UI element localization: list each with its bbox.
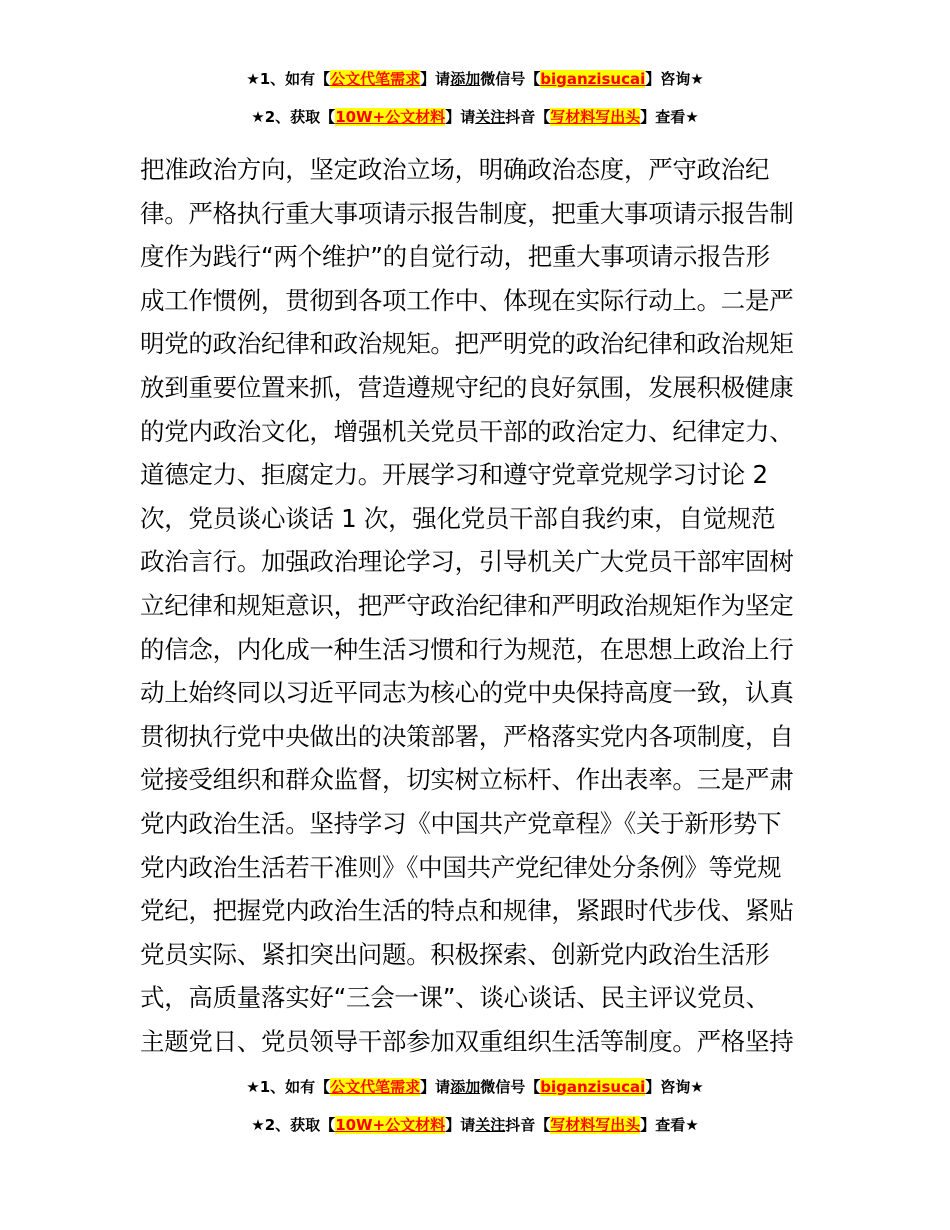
body-line: 动上始终同以习近平同志为核心的党中央保持高度一致，认真: [140, 678, 794, 708]
document-body: [140, 148, 812, 1063]
body-line: 放到重要位置来抓，营造遵规守纪的良好氛围，发展积极健康: [140, 372, 794, 402]
body-line: 律。严格执行重大事项请示报告制度，把重大事项请示报告制: [140, 198, 794, 228]
header-ad-line-1: [0, 68, 950, 90]
ad-underlined-text: 关注: [475, 1116, 506, 1134]
ad-prefix: ★2、获取【: [251, 1116, 336, 1134]
ad-prefix: ★2、获取【: [251, 108, 336, 126]
ad-highlight-douyin-account: 写材料写出头: [550, 1116, 641, 1134]
ad-text: 】请: [420, 70, 451, 88]
body-line: 成工作惯例，贯彻到各项工作中、体现在实际行动上。二是严: [140, 285, 794, 315]
ad-highlight-douyin-account: 写材料写出头: [550, 108, 641, 126]
body-line: 政治言行。加强政治理论学习，引导机关广大党员干部牢固树: [140, 547, 794, 577]
ad-highlight-materials: 10W+公文材料: [335, 108, 446, 126]
ad-underlined-text: 添加: [450, 70, 481, 88]
header-ad-line-2: [0, 106, 950, 128]
footer-ad-line-1: [0, 1076, 950, 1098]
ad-text: 】请: [445, 1116, 476, 1134]
body-line: 党纪，把握党内政治生活的特点和规律，紧跟时代步伐、紧贴: [140, 896, 794, 926]
ad-text: 抖音【: [505, 108, 551, 126]
ad-prefix: ★1、如有【: [246, 70, 331, 88]
body-line: 把准政治方向，坚定政治立场，明确政治态度，严守政治纪: [140, 155, 770, 184]
ad-underlined-text: 关注: [475, 108, 506, 126]
body-line: 贯彻执行党中央做出的决策部署，严格落实党内各项制度，自: [140, 721, 794, 751]
body-line: 立纪律和规矩意识，把严守政治纪律和严明政治规矩作为坚定: [140, 590, 794, 620]
ad-text: 微信号【: [480, 70, 541, 88]
ad-underlined-text: 添加: [450, 1078, 481, 1096]
ad-suffix: 】咨询★: [645, 1078, 704, 1096]
ad-suffix: 】查看★: [640, 1116, 699, 1134]
body-line: 党员实际、紧扣突出问题。积极探索、创新党内政治生活形: [140, 939, 770, 969]
body-line: 党内政治生活若干准则》《中国共产党纪律处分条例》等党规: [140, 852, 782, 882]
ad-text: 微信号【: [480, 1078, 541, 1096]
body-line: 道德定力、拒腐定力。开展学习和遵守党章党规学习讨论 2: [140, 460, 768, 490]
ad-highlight-wechat-id: biganzisucai: [540, 70, 646, 88]
ad-suffix: 】咨询★: [645, 70, 704, 88]
ad-text: 抖音【: [505, 1116, 551, 1134]
ad-prefix: ★1、如有【: [246, 1078, 331, 1096]
body-line: 次，党员谈心谈话 1 次，强化党员干部自我约束，自觉规范: [140, 503, 776, 533]
ad-highlight-materials: 10W+公文材料: [335, 1116, 446, 1134]
ad-highlight-service: 公文代笔需求: [330, 1078, 421, 1096]
body-line: 主题党日、党员领导干部参加双重组织生活等制度。严格坚持: [140, 1026, 794, 1056]
footer-ad-line-2: [0, 1114, 950, 1136]
body-line: 觉接受组织和群众监督，切实树立标杆、作出表率。三是严肃: [140, 765, 794, 795]
body-line: 式，高质量落实好“三会一课”、谈心谈话、民主评议党员、: [140, 983, 770, 1013]
ad-highlight-wechat-id: biganzisucai: [540, 1078, 646, 1096]
ad-text: 】请: [420, 1078, 451, 1096]
ad-suffix: 】查看★: [640, 108, 699, 126]
ad-text: 】请: [445, 108, 476, 126]
body-line: 党内政治生活。坚持学习《中国共产党章程》《关于新形势下: [140, 808, 782, 838]
body-line: 度作为践行“两个维护”的自觉行动，把重大事项请示报告形: [140, 242, 770, 272]
body-line: 的党内政治文化，增强机关党员干部的政治定力、纪律定力、: [140, 416, 794, 446]
ad-highlight-service: 公文代笔需求: [330, 70, 421, 88]
body-line: 的信念，内化成一种生活习惯和行为规范，在思想上政治上行: [140, 634, 794, 664]
body-line: 明党的政治纪律和政治规矩。把严明党的政治纪律和政治规矩: [140, 329, 794, 359]
